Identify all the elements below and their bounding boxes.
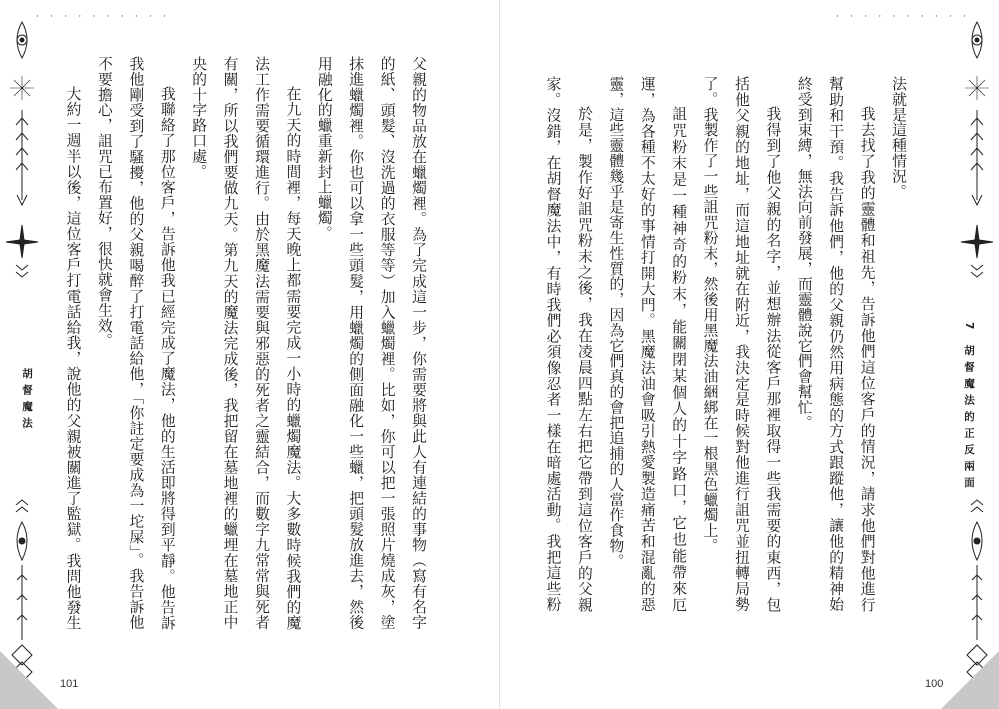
page-corner-fold-icon [0, 651, 58, 709]
page-corner-fold-icon [941, 651, 999, 709]
right-paragraph: 詛咒粉末是一種神奇的粉末，能關閉某個人的十字路口，它也能帶來厄運，為各種不太好的事情打開大門。黑魔法油會吸引熱愛製造痛苦和混亂的惡靈，這些靈體幾乎是寄生性質的，因為它們真的會把追捕的人當作食物。 [607, 76, 688, 612]
left-paragraph: 我聯絡了那位客戶，告訴他我已經完成了魔法，他的生活即將得到平靜。他告訴我他剛受到了騷擾，他的父親喝醉了打電話給他，「你註定要成為一坨屎」。我告訴他不要擔心，詛咒已布置好，很快就會生效。 [95, 56, 176, 630]
top-dot-row: · · · · · · · · · · [36, 12, 171, 22]
right-paragraph: 法就是這種情況。 [890, 76, 907, 200]
left-page [0, 0, 499, 709]
left-paragraph: 父親的物品放在蠟燭裡。為了完成這一步，你需要將與此人有連結的事物（寫有名字的紙、頭髮、沒洗過的衣服等等）加入蠟燭裡。比如，你可以把一張照片燒成灰，塗抹進蠟燭裡。你也可以拿一些頭髮，用蠟燭的側面融化一些蠟，把頭髮放進去，然後用融化的蠟重新封上蠟燭。 [315, 56, 427, 630]
right-paragraph: 我得到了他父親的名字，並想辦法從客戶那裡取得一些我需要的東西，包括他父親的地址，而這地址就在附近，我決定是時候對他進行詛咒並扭轉局勢了。我製作了一些詛咒粉末，然後用黑魔法油綑綁在一根黑色蠟燭上。 [701, 76, 782, 612]
right-page-number: 100 [925, 678, 944, 690]
left-margin-ornament-icon [2, 0, 42, 709]
left-paragraph: 在九天的時間裡，每天晚上都需要完成一小時的蠟燭魔法。大多數時候我們的魔法工作需要循環進行。由於黑魔法需要與邪惡的死者之靈結合，而數字九常常與死者有關，所以我們要做九天。第九天的魔法完成後，我把留在墓地裡的蠟埋在墓地正中央的十字路口處。 [190, 56, 302, 630]
left-running-title: 胡督魔法 [21, 368, 33, 434]
right-paragraph: 於是，製作好詛咒粉末之後，我在凌晨四點左右把它帶到這位客戶的父親家。沒錯，在胡督魔法中，有時我們必須像忍者一樣在暗處活動。我把這些粉 [544, 76, 593, 612]
right-running-title: 7 胡督魔法的正反兩面 [963, 322, 975, 494]
left-body-text [60, 56, 434, 630]
right-page [500, 0, 999, 709]
right-body-text [540, 76, 914, 612]
right-paragraph: 我去找了我的靈體和祖先，告訴他們這位客戶的情況，請求他們對他進行幫助和干預。我告訴他們，他的父親仍然用病態的方式跟蹤他，讓他的精神始終受到束縛，無法向前發展，而靈體說它們會幫忙。 [795, 76, 876, 612]
left-paragraph: 大約一週半以後，這位客戶打電話給我，說他的父親被關進了監獄。我問他發生 [64, 85, 82, 630]
top-dot-row: · · · · · · · · · · [836, 12, 971, 22]
left-page-number: 101 [60, 678, 79, 690]
